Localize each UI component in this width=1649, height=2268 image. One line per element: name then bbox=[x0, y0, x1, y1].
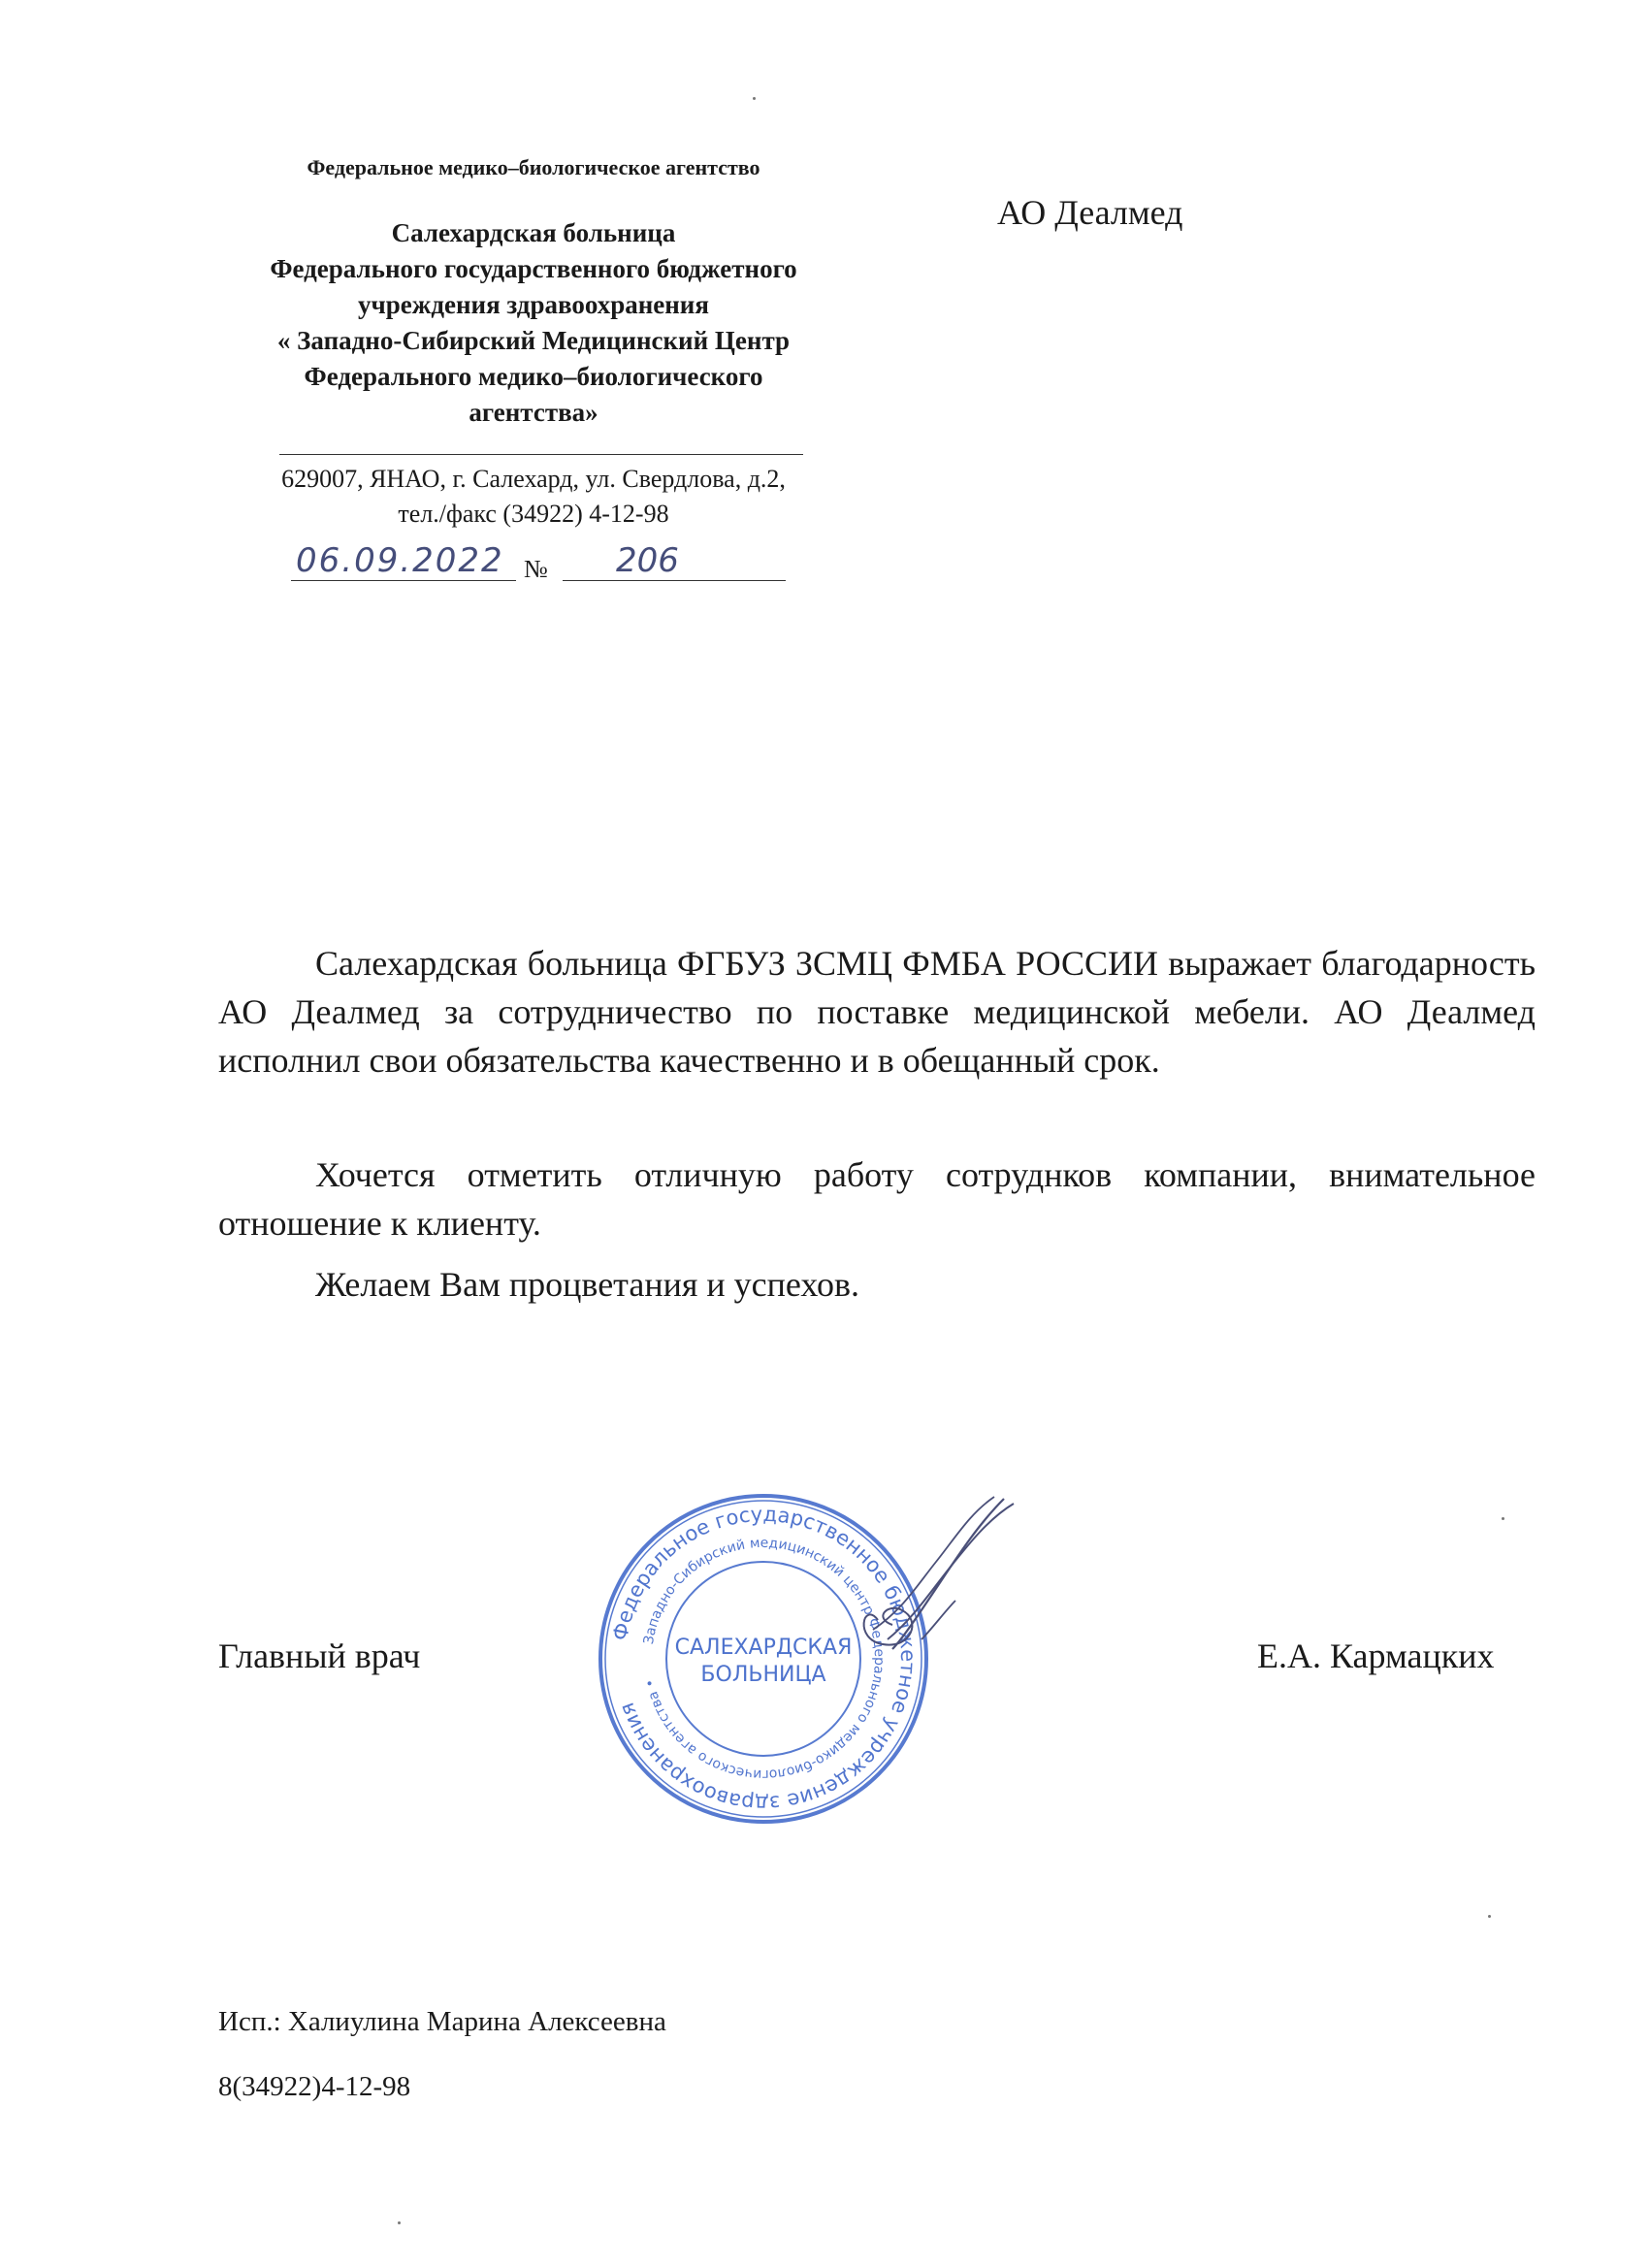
address-block bbox=[223, 462, 844, 532]
hospital-name-line: Салехардская больница bbox=[391, 218, 676, 247]
hospital-name-line: « Западно-Сибирский Медицинский Центр bbox=[276, 326, 791, 355]
hospital-name-block bbox=[223, 215, 844, 431]
letter-date: 06.09.2022 bbox=[296, 541, 504, 580]
scan-speck bbox=[1502, 1517, 1504, 1520]
stamp-outer-text: Федеральное государственное бюджетное учреждение здравоохранения bbox=[608, 1502, 921, 1816]
signer-position: Главный врач bbox=[218, 1636, 421, 1675]
executor-phone: 8(34922)4-12-98 bbox=[218, 2071, 411, 2102]
body-paragraph-1-text: Салехардская больница ФГБУЗ ЗСМЦ ФМБА РОССИИ выражает благодарность АО Деалмед за сотрудничество по поставке медицинской мебели. АО Деалмед исполнил свои обязательства качественно и в обещанный срок. bbox=[218, 944, 1536, 1080]
hospital-name-line: Федерального государственного бюджетного bbox=[270, 254, 797, 283]
agency-name: Федеральное медико–биологическое агентство bbox=[307, 155, 760, 179]
scan-speck bbox=[753, 97, 756, 100]
signer-name: Е.А. Кармацких bbox=[1257, 1636, 1495, 1675]
scan-speck bbox=[398, 2221, 401, 2224]
body-paragraph-3 bbox=[218, 1260, 1536, 1309]
body-paragraph-3-text: Желаем Вам процветания и успехов. bbox=[315, 1265, 860, 1304]
date-underline bbox=[291, 580, 516, 581]
header-divider bbox=[279, 454, 803, 455]
body-paragraph-2-text: Хочется отметить отличную работу сотруднков компании, внимательное отношение к клиенту. bbox=[218, 1155, 1536, 1243]
hospital-name-line: учреждения здравоохранения bbox=[358, 290, 709, 319]
executor: Исп.: Халиулина Марина Алексеевна bbox=[218, 2006, 666, 2037]
scan-speck bbox=[1488, 1915, 1491, 1918]
stamp-center-line-1: САЛЕХАРДСКАЯ bbox=[674, 1636, 853, 1660]
body-paragraph-1 bbox=[218, 939, 1536, 1085]
body-paragraph-2 bbox=[218, 1150, 1536, 1247]
phone-fax: тел./факс (34922) 4-12-98 bbox=[398, 500, 669, 528]
hospital-name-line: Федерального медико–биологического bbox=[304, 362, 763, 391]
number-underline bbox=[563, 580, 786, 581]
letter-number: 206 bbox=[616, 541, 679, 580]
number-label: № bbox=[524, 555, 548, 583]
recipient: АО Деалмед bbox=[997, 193, 1183, 232]
handwritten-signature bbox=[834, 1494, 1038, 1688]
stamp-center-line-2: БОЛЬНИЦА bbox=[700, 1663, 826, 1687]
address: 629007, ЯНАО, г. Салехард, ул. Свердлова, д.2, bbox=[281, 465, 786, 493]
hospital-name-line: агентства» bbox=[469, 398, 598, 427]
stamp-inner-text: Западно-Сибирский медицинский центр Федерального медико-биологического агентства • bbox=[640, 1535, 888, 1783]
